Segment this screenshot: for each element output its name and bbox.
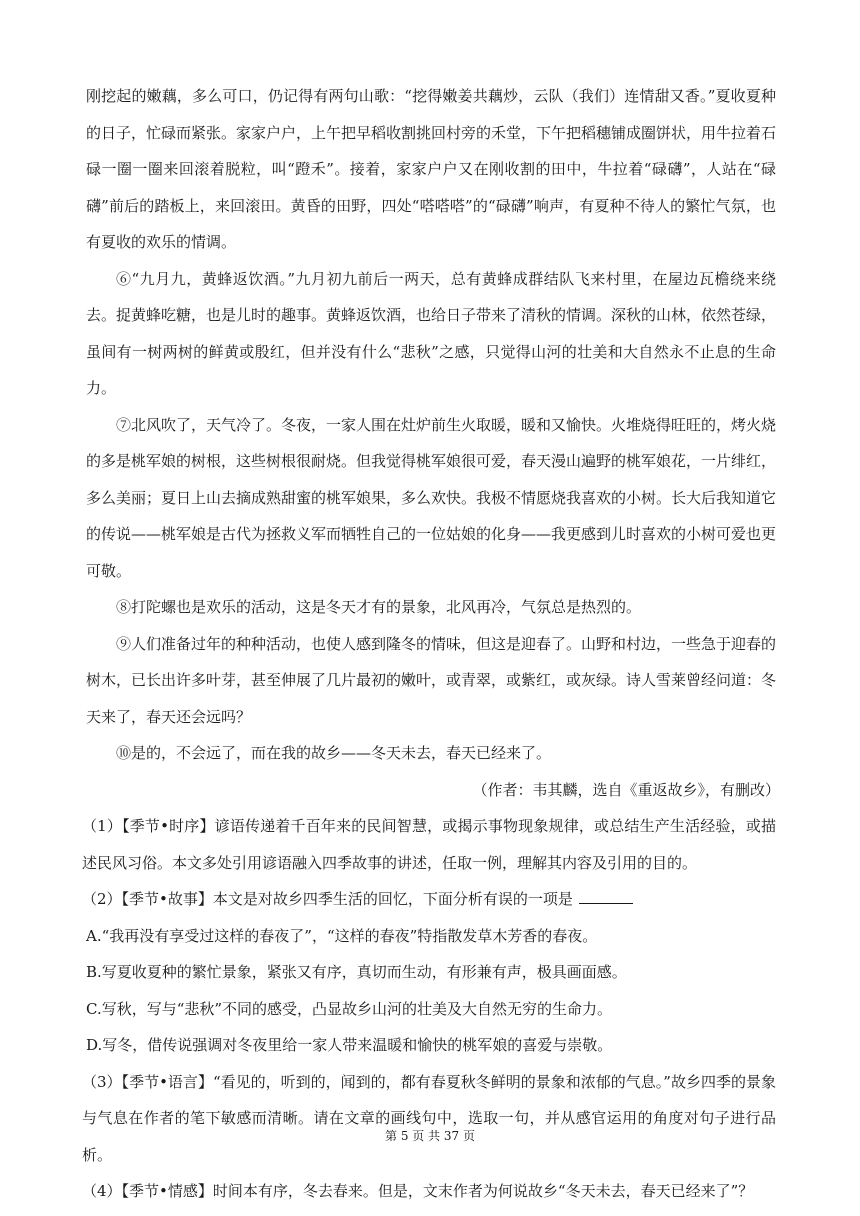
document-body — [82, 78, 780, 1210]
page-footer: 第 5 页 共 37 页 — [385, 1129, 475, 1143]
question-4: （4）【季节•情感】时间本有序，冬去春来。但是，文末作者为何说故乡“冬天未去，春天已经来了”？ — [82, 1182, 754, 1200]
question-2 — [82, 881, 776, 918]
question-2-option-a: A.“我再没有享受过这样的春夜了”，“这样的春夜”特指散发草木芳香的春夜。 — [86, 926, 598, 945]
paragraph-9: ⑨人们准备过年的种种活动，也使人感到隆冬的情味，但这是迎春了。山野和村边，一些急于迎春的树木，已长出许多叶芽，甚至伸展了几片最初的嫩叶，或青翠，或紫红，或灰绿。诗人雪莱曾经问道：冬天来了，春天还会远吗？ — [86, 634, 777, 726]
question-2-option-c: C.写秋，写与“悲秋”不同的感受，凸显故乡山河的壮美及大自然无穷的生命力。 — [86, 999, 613, 1018]
question-2-option-d: D.写冬，借传说强调对冬夜里给一家人带来温暖和愉快的桃军娘的喜爱与崇敬。 — [86, 1036, 613, 1054]
question-2-option-b: B.写夏收夏种的繁忙景象，紧张又有序，真切而生动，有形兼有声，极具画面感。 — [86, 963, 627, 981]
paragraph-10: ⑩是的，不会远了，而在我的故乡——冬天未去，春天已经来了。 — [116, 744, 552, 762]
paragraph-5-continued: 刚挖起的嫩藕，多么可口，仍记得有两句山歌：“挖得嫩姜共藕炒，云队（我们）连情甜又香。”夏收夏种的日子，忙碌而紧张。家家户户，上午把早稻收割挑回村旁的禾堂，下午把稻穗铺成圈饼状，用牛拉着石碌一圈一圈来回滚着脱粒，叫“蹬禾”。接着，家家户户又在刚收割的田中，牛拉着“碌礴”，人站在“碌礴”前后的踏板上，来回滚田。黄昏的田野，四处“嗒嗒嗒”的“碌礴”响声，有夏种不待人的繁忙气氛，也有夏收的欢乐的情调。 — [86, 87, 777, 251]
question-1: （1）【季节•时序】谚语传递着千百年来的民间智慧，或揭示事物现象规律，或总结生产生活经验，或描述民风习俗。本文多处引用谚语融入四季故事的讲述，任取一例，理解其内容及引用的目的。 — [82, 817, 776, 872]
question-2-text: （2）【季节•故事】本文是对故乡四季生活的回忆，下面分析有误的一项是 — [82, 890, 573, 908]
paragraph-6: ⑥“九月九，黄蜂返饮酒。”九月初九前后一两天，总有黄蜂成群结队飞来村里，在屋边瓦檐绕来绕去。捉黄蜂吃糖，也是儿时的趣事。黄蜂返饮酒，也给日子带来了清秋的情调。深秋的山林，依然苍绿，虽间有一树两树的鲜黄或殷红，但并没有什么“悲秋”之感，只觉得山河的壮美和大自然永不止息的生命力。 — [86, 269, 777, 397]
source-attribution: （作者：韦其麟，选自《重返故乡》，有删改） — [472, 780, 780, 799]
answer-blank[interactable] — [579, 889, 633, 904]
paragraph-8: ⑧打陀螺也是欢乐的活动，这是冬天才有的景象，北风再冷，气氛总是热烈的。 — [116, 598, 642, 616]
paragraph-7: ⑦北风吹了，天气冷了。冬夜，一家人围在灶炉前生火取暖，暖和又愉快。火堆烧得旺旺的，烤火烧的多是桃军娘的树根，这些树根很耐烧。但我觉得桃军娘很可爱，春天漫山遍野的桃军娘花，一片绯红，多么美丽；夏日上山去摘成熟甜蜜的桃军娘果，多么欢快。我极不情愿烧我喜欢的小树。长大后我知道它的传说——桃军娘是古代为拯救义军而牺牲自己的一位姑娘的化身——我更感到儿时喜欢的小树可爱也更可敬。 — [86, 415, 777, 580]
question-3: （3）【季节•语言】“看见的，听到的，闻到的，都有春夏秋冬鲜明的景象和浓郁的气息。”故乡四季的景象与气息在作者的笔下敏感而清晰。请在文章的画线句中，选取一句，并从感官运用的角度对句子进行品析。 — [82, 1072, 776, 1164]
